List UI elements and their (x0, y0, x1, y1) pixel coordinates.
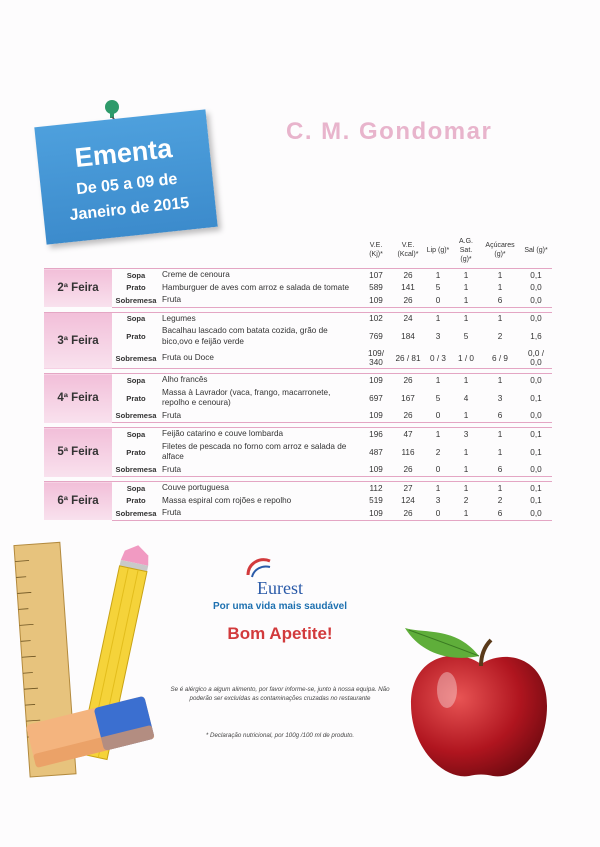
nutrition-value-lip: 0 / 3 (424, 348, 452, 369)
day-label: 4ª Feira (44, 374, 112, 423)
menu-date-line2: Janeiro de 2015 (68, 194, 190, 225)
day-label: 6ª Feira (44, 482, 112, 521)
nutrition-value-acu: 1 (480, 482, 520, 495)
nutrition-value-kcal: 26 (392, 464, 424, 477)
nutrition-value-sal: 1,6 (530, 332, 542, 341)
nutrition-note: * Declaração nutricional, por 100g /100 ml de produto. (205, 732, 355, 739)
course-label: Sopa (112, 374, 160, 387)
nutrition-value-sal: 0,1 (530, 393, 542, 403)
nutrition-value-kcal: 141 (401, 283, 415, 293)
dish-name: Filetes de pescada no forno com arroz e salada de alface (162, 441, 347, 461)
table-row (44, 482, 552, 495)
school-name: C. M. Gondomar (286, 118, 493, 145)
nutrition-value-lip: 1 (424, 269, 452, 282)
menu-title-note (34, 109, 217, 244)
dish-name: Fruta (160, 294, 360, 307)
nutrition-value-kcal: 124 (401, 496, 415, 506)
table-row (44, 348, 552, 369)
nutrition-value-kj: 112 (360, 482, 392, 495)
nutrition-value-kj: 769 (369, 332, 383, 341)
table-row (44, 269, 552, 282)
nutrition-value-sal: 0,1 (530, 496, 542, 506)
table-row (44, 282, 552, 295)
course-label: Prato (126, 283, 146, 293)
nutrition-value-kj: 196 (360, 428, 392, 441)
nutrition-value-lip: 3 (435, 332, 441, 341)
col-header-kcal: V.E. (Kcal)* (397, 242, 419, 258)
nutrition-value-ags: 1 (452, 294, 480, 307)
course-label: Sobremesa (112, 294, 160, 307)
nutrition-value-ags: 4 (463, 393, 469, 403)
nutrition-value-ags: 1 (452, 482, 480, 495)
table-row (44, 294, 552, 307)
nutrition-value-acu: 2 (497, 496, 503, 506)
nutrition-value-lip: 1 (424, 482, 452, 495)
nutrition-value-lip: 5 (435, 393, 441, 403)
nutrition-value-kj: 102 (360, 312, 392, 325)
nutrition-value-ags: 1 (452, 464, 480, 477)
nutrition-value-acu: 2 (497, 332, 503, 341)
nutrition-value-kj: 109 (360, 294, 392, 307)
nutrition-value-sal: 0,0 / 0,0 (520, 348, 552, 369)
nutrition-value-sal: 0,0 (530, 283, 542, 293)
table-row (44, 464, 552, 477)
dish-name: Couve portuguesa (160, 482, 360, 495)
course-label: Sobremesa (112, 464, 160, 477)
nutrition-value-ags: 1 (463, 447, 469, 457)
nutrition-value-kcal: 24 (392, 312, 424, 325)
nutrition-value-kj: 109 (360, 410, 392, 423)
school-supplies-illustration (0, 540, 185, 780)
brand-slogan: Por uma vida mais saudável (213, 601, 347, 612)
course-label: Prato (126, 447, 146, 457)
nutrition-value-lip: 1 (424, 428, 452, 441)
nutrition-value-ags: 1 (452, 269, 480, 282)
nutrition-value-kj: 589 (369, 283, 383, 293)
nutrition-value-kcal: 26 (392, 294, 424, 307)
course-label: Sopa (112, 428, 160, 441)
nutrition-value-kj: 109 (360, 374, 392, 387)
course-label: Sobremesa (112, 348, 160, 369)
dish-name: Alho francês (160, 374, 360, 387)
nutrition-value-sal: 0,1 (520, 482, 552, 495)
nutrition-value-ags: 1 (452, 410, 480, 423)
nutrition-value-lip: 1 (424, 374, 452, 387)
nutrition-value-kj: 109/ 340 (360, 348, 392, 369)
menu-table (44, 232, 552, 521)
dish-name: Creme de cenoura (160, 269, 360, 282)
nutrition-value-acu: 6 (480, 464, 520, 477)
dish-name: Massa à Lavrador (vaca, frango, macarronete, repolho e cenoura) (162, 387, 331, 407)
col-header-kj: V.E. (Kj)* (369, 242, 383, 258)
nutrition-value-kj: 107 (360, 269, 392, 282)
dish-name: Legumes (160, 312, 360, 325)
table-row (44, 507, 552, 520)
nutrition-value-lip: 3 (435, 496, 441, 506)
header-spacer-dish (160, 232, 360, 269)
nutrition-value-kcal: 184 (401, 332, 415, 341)
course-label: Sopa (112, 312, 160, 325)
dish-name: Fruta (160, 464, 360, 477)
course-label: Sobremesa (112, 507, 160, 520)
table-row (44, 428, 552, 441)
nutrition-value-ags: 1 / 0 (452, 348, 480, 369)
nutrition-value-sal: 0,1 (530, 447, 542, 457)
header-spacer-day (44, 232, 112, 269)
nutrition-value-kcal: 26 / 81 (392, 348, 424, 369)
nutrition-value-kcal: 26 (392, 374, 424, 387)
dish-name: Massa espiral com rojões e repolho (162, 495, 292, 505)
nutrition-value-acu: 1 (480, 312, 520, 325)
nutrition-value-acu: 1 (480, 269, 520, 282)
nutrition-value-acu: 3 (497, 393, 503, 403)
menu-date-line1: De 05 a 09 de (75, 170, 179, 199)
nutrition-value-sal: 0,1 (520, 428, 552, 441)
nutrition-value-kcal: 26 (392, 507, 424, 520)
nutrition-value-acu: 1 (497, 283, 503, 293)
nutrition-value-sal: 0,1 (520, 269, 552, 282)
col-header-acucares: Açúcares (g)* (485, 242, 515, 258)
table-row (44, 374, 552, 387)
nutrition-value-ags: 1 (452, 507, 480, 520)
nutrition-value-ags: 5 (463, 332, 469, 341)
nutrition-value-sal: 0,0 (520, 410, 552, 423)
nutrition-value-acu: 6 (480, 294, 520, 307)
day-label: 2ª Feira (44, 269, 112, 308)
nutrition-value-ags: 1 (463, 283, 469, 293)
nutrition-value-sal: 0,0 (520, 507, 552, 520)
nutrition-value-kj: 109 (360, 464, 392, 477)
nutrition-value-kcal: 116 (401, 447, 415, 457)
table-row (44, 441, 552, 464)
dish-name: Fruta ou Doce (160, 348, 360, 369)
nutrition-value-acu: 1 (497, 447, 503, 457)
apple-illustration (395, 620, 575, 785)
nutrition-value-sal: 0,0 (520, 294, 552, 307)
nutrition-value-lip: 1 (424, 312, 452, 325)
nutrition-value-kj: 697 (369, 393, 383, 403)
nutrition-value-lip: 5 (435, 283, 441, 293)
header-spacer-course (112, 232, 160, 269)
nutrition-value-lip: 0 (424, 507, 452, 520)
nutrition-value-kj: 519 (369, 496, 383, 506)
nutrition-value-ags: 1 (452, 374, 480, 387)
nutrition-value-acu: 1 (480, 428, 520, 441)
dish-name: Fruta (160, 507, 360, 520)
menu-title: Ementa (73, 133, 174, 174)
nutrition-value-kcal: 26 (392, 410, 424, 423)
course-label: Prato (126, 393, 146, 403)
nutrition-value-kcal: 47 (392, 428, 424, 441)
dish-name: Feijão catarino e couve lombarda (160, 428, 360, 441)
nutrition-value-acu: 6 (480, 507, 520, 520)
col-header-ags: A.G. Sat. (g)* (458, 237, 473, 263)
table-row (44, 387, 552, 410)
nutrition-value-kcal: 26 (392, 269, 424, 282)
greeting: Bom Apetite! (227, 624, 333, 643)
nutrition-value-lip: 0 (424, 464, 452, 477)
allergy-note: Se é alérgico a algum alimento, por favor informe-se, junto à nossa equipa. Não poderão ser excluídas as contaminações cruzadas no restaurante (170, 686, 390, 702)
nutrition-value-acu: 6 / 9 (480, 348, 520, 369)
nutrition-value-kcal: 27 (392, 482, 424, 495)
eurest-logo-icon (238, 555, 278, 579)
dish-name: Bacalhau lascado com batata cozida, grão de bico,ovo e feijão verde (162, 326, 328, 346)
nutrition-value-lip: 0 (424, 294, 452, 307)
course-label: Prato (126, 496, 146, 506)
nutrition-value-sal: 0,0 (520, 374, 552, 387)
nutrition-value-ags: 3 (452, 428, 480, 441)
nutrition-value-lip: 2 (435, 447, 441, 457)
nutrition-value-ags: 2 (463, 496, 469, 506)
course-label: Sobremesa (112, 410, 160, 423)
dish-name: Hamburguer de aves com arroz e salada de tomate (162, 282, 350, 292)
day-label: 5ª Feira (44, 428, 112, 477)
nutrition-value-kcal: 167 (401, 393, 415, 403)
brand-name: Eurest (257, 578, 303, 598)
table-row (44, 495, 552, 508)
table-row (44, 312, 552, 325)
nutrition-value-sal: 0,0 (520, 312, 552, 325)
col-header-lip: Lip (g)* (426, 246, 450, 254)
day-label: 3ª Feira (44, 312, 112, 369)
table-row (44, 410, 552, 423)
col-header-sal: Sal (g)* (524, 246, 548, 254)
nutrition-value-acu: 1 (480, 374, 520, 387)
menu-body (44, 269, 552, 521)
nutrition-value-sal: 0,0 (520, 464, 552, 477)
course-label: Sopa (112, 482, 160, 495)
course-label: Prato (126, 332, 146, 341)
nutrition-value-kj: 109 (360, 507, 392, 520)
dish-name: Fruta (160, 410, 360, 423)
nutrition-value-lip: 0 (424, 410, 452, 423)
table-row (44, 325, 552, 348)
course-label: Sopa (112, 269, 160, 282)
nutrition-value-kj: 487 (369, 447, 383, 457)
nutrition-value-acu: 6 (480, 410, 520, 423)
nutrition-value-ags: 1 (452, 312, 480, 325)
table-header-row (44, 232, 552, 269)
